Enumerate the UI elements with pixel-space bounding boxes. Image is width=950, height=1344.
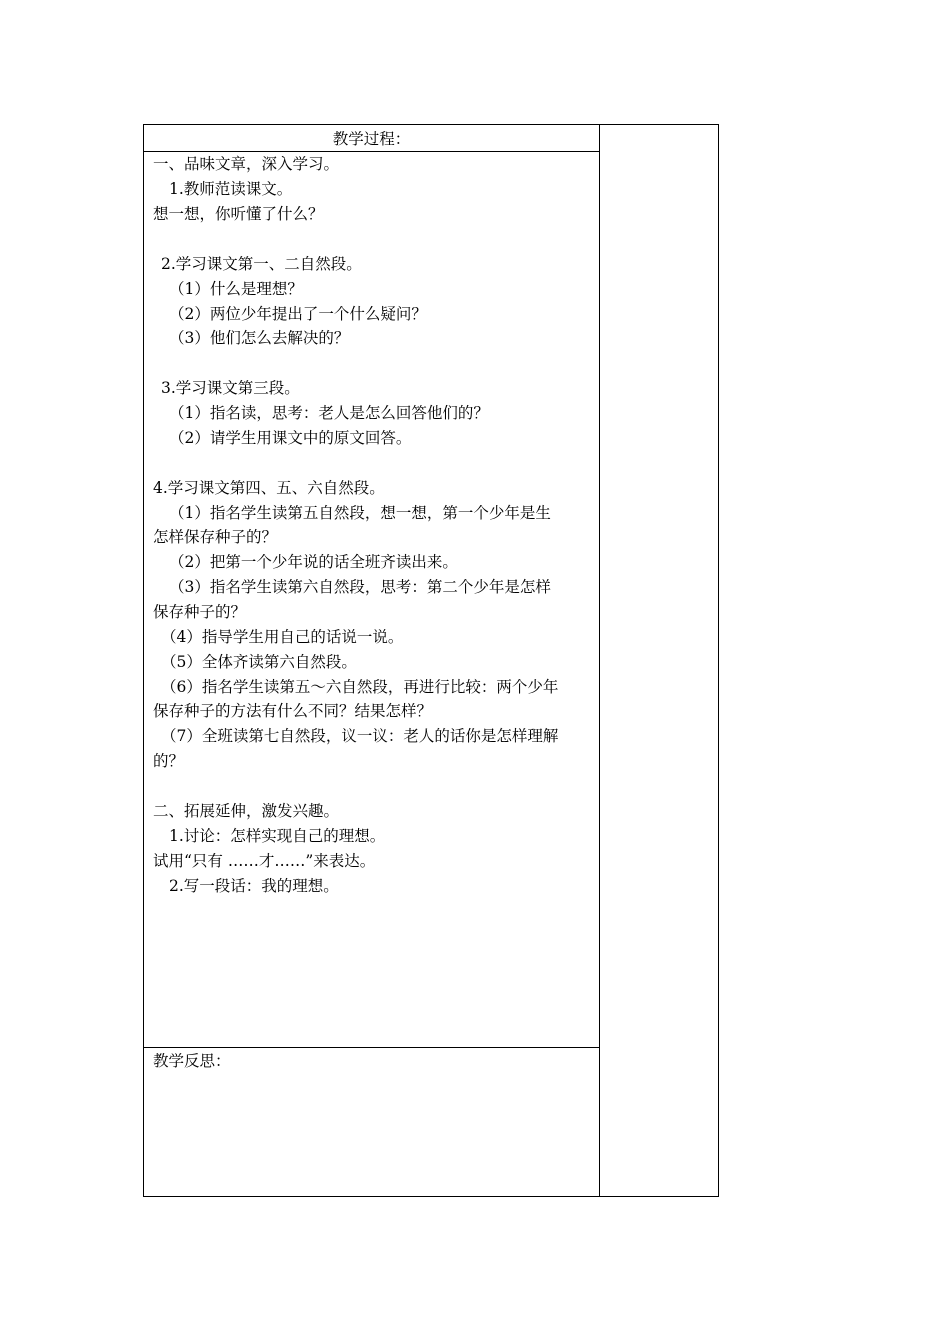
- step-1-question: 想一想，你听懂了什么？: [153, 205, 324, 223]
- reflection-heading: 教学反思：: [153, 1052, 231, 1070]
- step-4-item-6-line-2: 保存种子的方法有什么不同？结果怎样？: [153, 702, 433, 720]
- step-3-title: 3.学习课文第三段。: [161, 379, 300, 397]
- step-4-item-2: （2）把第一个少年说的话全班齐读出来。: [169, 553, 458, 571]
- step-2-title: 2.学习课文第一、二自然段。: [161, 255, 362, 273]
- step-4-title: 4.学习课文第四、五、六自然段。: [153, 479, 385, 497]
- section-2-step-2: 2.写一段话：我的理想。: [169, 877, 339, 895]
- step-4-item-1-line-2: 怎样保存种子的？: [153, 528, 278, 546]
- step-4-item-3-line-2: 保存种子的？: [153, 603, 247, 621]
- step-4-item-4: （4）指导学生用自己的话说一说。: [161, 628, 404, 646]
- section-2-step-1: 1.讨论：怎样实现自己的理想。: [169, 827, 386, 845]
- step-4-item-7-line-2: 的？: [153, 752, 185, 770]
- step-4-item-3-line-1: （3）指名学生读第六自然段，思考：第二个少年是怎样: [169, 578, 551, 596]
- step-4-item-6-line-1: （6）指名学生读第五～六自然段，再进行比较：两个少年: [161, 678, 559, 696]
- header-divider: [144, 151, 599, 152]
- section-2-step-1-prompt: 试用“只有 ……才……”来表达。: [153, 852, 376, 870]
- step-2-item-3: （3）他们怎么去解决的？: [169, 329, 350, 347]
- step-1-title: 1.教师范读课文。: [169, 180, 293, 198]
- lesson-table: [143, 124, 719, 1197]
- section-2-title: 二、拓展延伸，激发兴趣。: [153, 802, 340, 820]
- column-divider: [599, 125, 600, 1196]
- step-3-item-2: （2）请学生用课文中的原文回答。: [169, 429, 412, 447]
- step-4-item-5: （5）全体齐读第六自然段。: [161, 653, 357, 671]
- step-4-item-1-line-1: （1）指名学生读第五自然段，想一想，第一个少年是生: [169, 504, 551, 522]
- step-4-item-7-line-1: （7）全班读第七自然段，议一议：老人的话你是怎样理解: [161, 727, 559, 745]
- reflection-divider: [144, 1047, 599, 1048]
- section-1-title: 一、品味文章，深入学习。: [153, 155, 340, 173]
- step-3-item-1: （1）指名读，思考：老人是怎么回答他们的？: [169, 404, 489, 422]
- process-heading: 教学过程：: [332, 130, 411, 148]
- step-2-item-2: （2）两位少年提出了一个什么疑问？: [169, 305, 427, 323]
- step-2-item-1: （1）什么是理想？: [169, 280, 303, 298]
